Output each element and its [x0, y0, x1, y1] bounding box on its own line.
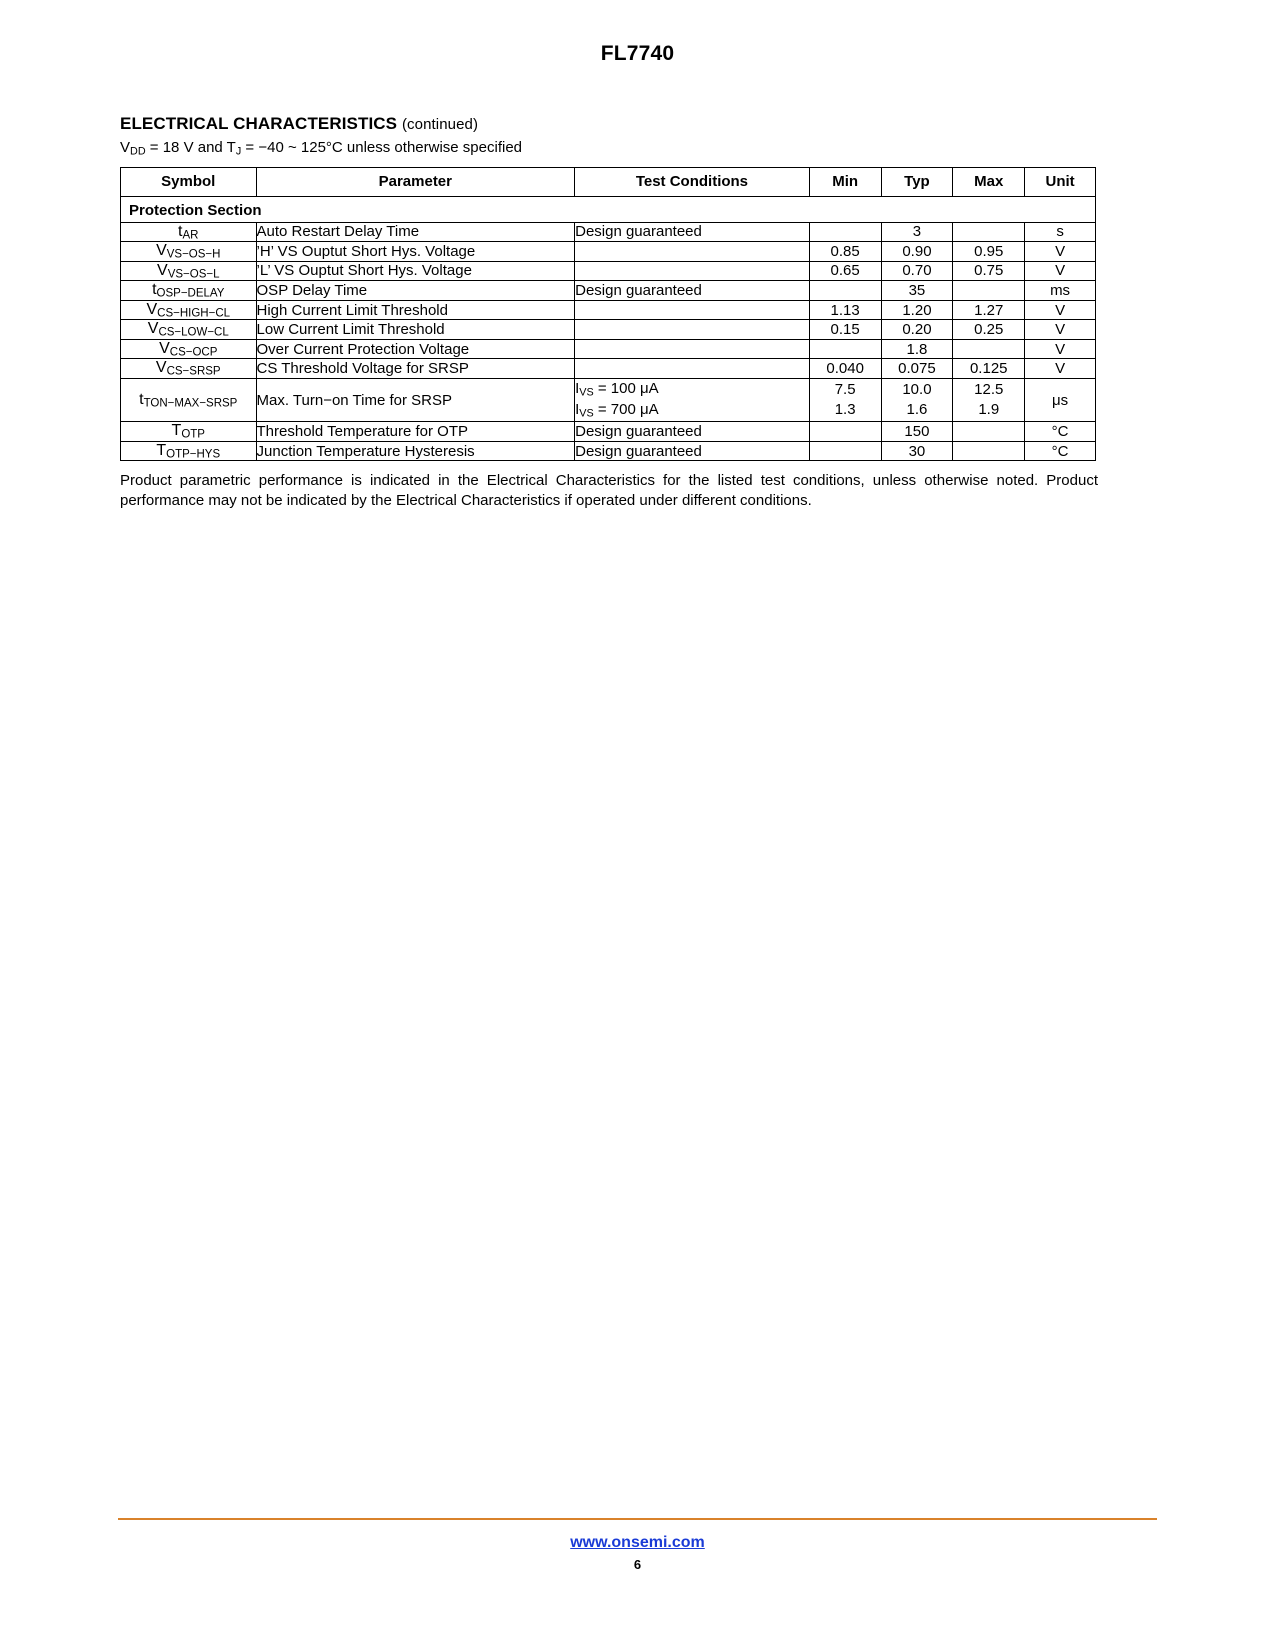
table-row	[121, 339, 1096, 359]
cond-tail: = −40 ~ 125°C unless otherwise specified	[241, 139, 523, 156]
row-unit: V	[1025, 300, 1096, 320]
table-row	[121, 320, 1096, 340]
row-parameter: CS Threshold Voltage for SRSP	[256, 359, 575, 379]
row-unit: V	[1025, 261, 1096, 281]
section-heading-suffix: (continued)	[401, 116, 479, 133]
row-parameter: Auto Restart Delay Time	[256, 222, 575, 242]
row-max	[953, 422, 1025, 442]
table-footnote: Product parametric performance is indicated in the Electrical Characteristics for the listed test conditions, unless otherwise noted. Product performance may not be indicated by the Electrical Characteristics if operated under different conditions.	[120, 472, 1098, 509]
row-test-conditions	[575, 359, 810, 379]
row-min	[809, 441, 881, 461]
row-symbol: tTON−MAX−SRSP	[121, 378, 257, 422]
row-typ: 0.70	[881, 261, 953, 281]
footer-page-number: 6	[633, 1557, 642, 1572]
row-symbol: VCS−OCP	[121, 339, 257, 359]
row-parameter: Junction Temperature Hysteresis	[256, 441, 575, 461]
row-unit: s	[1025, 222, 1096, 242]
electrical-characteristics-table	[120, 167, 1096, 462]
row-test-conditions	[575, 339, 810, 359]
section-heading-text: ELECTRICAL CHARACTERISTICS	[120, 114, 398, 133]
row-typ: 10.0 1.6	[881, 378, 953, 422]
row-unit: °C	[1025, 441, 1096, 461]
cond-mid: = 18 V and T	[145, 139, 236, 156]
row-test-conditions: Design guaranteed	[575, 281, 810, 301]
row-min: 1.13	[809, 300, 881, 320]
row-min: 0.15	[809, 320, 881, 340]
row-symbol: TOTP−HYS	[121, 441, 257, 461]
row-typ: 30	[881, 441, 953, 461]
row-unit: V	[1025, 242, 1096, 262]
footer-website-link[interactable]: www.onsemi.com	[570, 1534, 705, 1551]
row-symbol: TOTP	[121, 422, 257, 442]
row-test-conditions: $I_{VS} = 100$ μA $I_{VS} = 700$ μA	[575, 378, 810, 422]
column-header-max: Max	[953, 167, 1025, 196]
page-title: FL7740	[600, 42, 675, 65]
table-row	[121, 222, 1096, 242]
row-parameter: Threshold Temperature for OTP	[256, 422, 575, 442]
row-parameter: ’L’ VS Ouptut Short Hys. Voltage	[256, 261, 575, 281]
row-test-conditions: Design guaranteed	[575, 222, 810, 242]
cond-sub-dd: DD	[130, 145, 146, 158]
table-row	[121, 359, 1096, 379]
row-parameter: OSP Delay Time	[256, 281, 575, 301]
row-typ: 0.20	[881, 320, 953, 340]
table-row	[121, 422, 1096, 442]
table-group-header-row	[121, 196, 1096, 222]
row-min	[809, 339, 881, 359]
cond-prefix: V	[120, 139, 131, 156]
row-min: 0.040	[809, 359, 881, 379]
table-header	[121, 167, 1096, 196]
row-max	[953, 222, 1025, 242]
row-typ: 150	[881, 422, 953, 442]
row-parameter: High Current Limit Threshold	[256, 300, 575, 320]
column-header-symbol: Symbol	[121, 167, 257, 196]
row-unit: V	[1025, 359, 1096, 379]
content-area	[120, 114, 1157, 510]
row-min	[809, 422, 881, 442]
row-min: 7.5 1.3	[809, 378, 881, 422]
table-row	[121, 378, 1096, 422]
row-typ: 3	[881, 222, 953, 242]
row-max	[953, 441, 1025, 461]
table-row	[121, 441, 1096, 461]
column-header-parameter: Parameter	[256, 167, 575, 196]
row-typ: 1.20	[881, 300, 953, 320]
row-parameter: Low Current Limit Threshold	[256, 320, 575, 340]
row-max	[953, 281, 1025, 301]
row-test-conditions: Design guaranteed	[575, 441, 810, 461]
row-symbol: VVS−OS−H	[121, 242, 257, 262]
row-test-conditions	[575, 242, 810, 262]
row-test-conditions	[575, 261, 810, 281]
row-unit: ms	[1025, 281, 1096, 301]
row-symbol: tAR	[121, 222, 257, 242]
column-header-min: Min	[809, 167, 881, 196]
row-max: 12.5 1.9	[953, 378, 1025, 422]
row-symbol: tOSP−DELAY	[121, 281, 257, 301]
table-header-row	[121, 167, 1096, 196]
row-max: 0.75	[953, 261, 1025, 281]
row-parameter: ’H’ VS Ouptut Short Hys. Voltage	[256, 242, 575, 262]
row-test-conditions	[575, 320, 810, 340]
row-parameter: Over Current Protection Voltage	[256, 339, 575, 359]
row-typ: 0.075	[881, 359, 953, 379]
row-symbol: VCS−SRSP	[121, 359, 257, 379]
row-min: 0.65	[809, 261, 881, 281]
row-min	[809, 222, 881, 242]
row-typ: 1.8	[881, 339, 953, 359]
row-test-conditions: Design guaranteed	[575, 422, 810, 442]
table-row	[121, 281, 1096, 301]
test-conditions-line	[120, 139, 1157, 158]
table-row	[121, 261, 1096, 281]
row-unit: °C	[1025, 422, 1096, 442]
row-min	[809, 281, 881, 301]
row-symbol: VCS−HIGH−CL	[121, 300, 257, 320]
row-max: 0.25	[953, 320, 1025, 340]
row-unit: μs	[1025, 378, 1096, 422]
column-header-test-conditions: Test Conditions	[575, 167, 810, 196]
group-label-protection-section: Protection Section	[121, 196, 1096, 222]
row-test-conditions	[575, 300, 810, 320]
row-max: 0.125	[953, 359, 1025, 379]
row-max: 1.27	[953, 300, 1025, 320]
row-max: 0.95	[953, 242, 1025, 262]
footer-divider	[118, 1518, 1157, 1520]
row-symbol: VVS−OS−L	[121, 261, 257, 281]
row-typ: 0.90	[881, 242, 953, 262]
section-heading	[120, 114, 1157, 134]
row-unit: V	[1025, 320, 1096, 340]
column-header-typ: Typ	[881, 167, 953, 196]
row-symbol: VCS−LOW−CL	[121, 320, 257, 340]
table-row	[121, 300, 1096, 320]
column-header-unit: Unit	[1025, 167, 1096, 196]
row-typ: 35	[881, 281, 953, 301]
table-row	[121, 242, 1096, 262]
table-body	[121, 196, 1096, 461]
row-unit: V	[1025, 339, 1096, 359]
cond-sub-j: J	[235, 145, 242, 158]
row-min: 0.85	[809, 242, 881, 262]
row-parameter: Max. Turn−on Time for SRSP	[256, 378, 575, 422]
row-max	[953, 339, 1025, 359]
